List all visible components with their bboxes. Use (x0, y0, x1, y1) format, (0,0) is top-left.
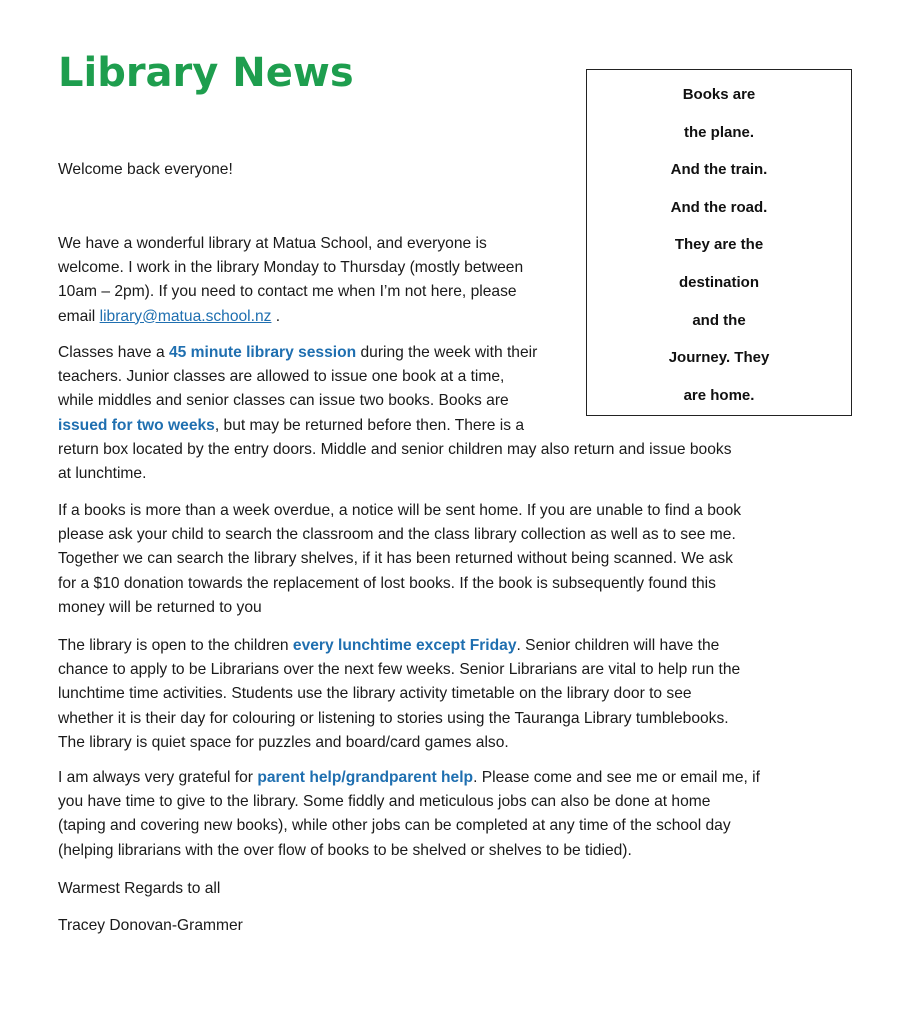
text-line: at lunchtime. (58, 465, 147, 483)
text-fragment: , but may be returned before then. There is a (214, 416, 525, 434)
text-line: 10am – 2pm). If you need to contact me when I’m not here, please (58, 283, 517, 301)
text-line: (helping librarians with the over flow of books to be shelved or shelves to be tidied). (58, 841, 632, 859)
text-line: whether it is their day for colouring or listening to stories using the Tauranga Library tumblebooks. (58, 709, 729, 727)
highlight-parent-help: parent help/grandparent help (257, 769, 474, 786)
text-fragment: . Please come and see me or email me, if (473, 769, 760, 786)
lunchtime-paragraph (58, 634, 740, 755)
text-line (58, 766, 760, 790)
quote-line: are home. (683, 386, 755, 404)
text-line: teachers. Junior classes are allowed to issue one book at a time, (58, 368, 505, 386)
text-fragment: . Senior children will have the (516, 637, 720, 654)
quote-line: the plane. (683, 123, 754, 141)
text-fragment: . (271, 307, 281, 325)
text-line: lunchtime time activities. Students use the library activity timetable on the library door to see (58, 685, 692, 703)
text-line: money will be returned to you (58, 598, 262, 616)
help-paragraph (58, 766, 760, 863)
intro-paragraph (58, 232, 523, 329)
text-line: (taping and covering new books), while other jobs can be completed at any time of the school day (58, 817, 731, 835)
text-line: The library is quiet space for puzzles and board/card games also. (58, 733, 509, 751)
email-link[interactable]: library@matua.school.nz (99, 307, 272, 325)
text-line: welcome. I work in the library Monday to Thursday (mostly between (58, 259, 524, 277)
welcome-text (58, 158, 233, 182)
text-line: while middles and senior classes can issue two books. Books are (58, 392, 509, 410)
text-fragment: Classes have a (58, 344, 169, 361)
text-fragment: during the week with their (356, 344, 538, 361)
quote-line: And the road. (670, 198, 768, 216)
quote-line: And the train. (670, 161, 768, 179)
text-line: chance to apply to be Librarians over the next few weeks. Senior Librarians are vital to help run the (58, 661, 741, 679)
closing-text (58, 877, 220, 901)
text-line: please ask your child to search the classroom and the class library collection as well as to see me. (58, 526, 736, 544)
page-title: Library News (58, 50, 354, 96)
text-line: you have time to give to the library. Some fiddly and meticulous jobs can also be done at home (58, 793, 711, 811)
classes-paragraph (58, 341, 732, 486)
welcome-line: Welcome back everyone! (58, 161, 233, 178)
highlight-session: 45 minute library session (168, 344, 357, 361)
text-line: Together we can search the library shelves, if it has been returned without being scanned. We ask (58, 550, 733, 568)
text-fragment: I am always very grateful for (58, 769, 258, 786)
overdue-paragraph (58, 499, 741, 620)
text-line: for a $10 donation towards the replacement of lost books. If the book is subsequently found this (58, 574, 716, 592)
text-fragment: The library is open to the children (58, 637, 293, 654)
quote-line: and the (692, 311, 746, 329)
quote-line: Journey. They (668, 349, 770, 367)
quote-line: destination (678, 273, 759, 291)
text-line (58, 634, 740, 658)
text-line (58, 414, 732, 438)
text-line: return box located by the entry doors. Middle and senior children may also return and issue books (58, 440, 732, 458)
highlight-two-weeks: issued for two weeks (58, 416, 215, 434)
signature-line: Tracey Donovan-Grammer (58, 917, 243, 934)
text-line: If a books is more than a week overdue, a notice will be sent home. If you are unable to find a book (58, 502, 742, 519)
text-fragment: email (58, 307, 100, 325)
quote-line: Books are (682, 86, 756, 103)
signature (58, 914, 243, 938)
quote-line: They are the (674, 236, 764, 254)
highlight-lunchtime: every lunchtime except Friday (292, 637, 517, 654)
text-line: We have a wonderful library at Matua School, and everyone is (58, 235, 487, 252)
text-line (58, 305, 523, 329)
closing-line: Warmest Regards to all (58, 880, 221, 897)
text-line (58, 341, 732, 365)
